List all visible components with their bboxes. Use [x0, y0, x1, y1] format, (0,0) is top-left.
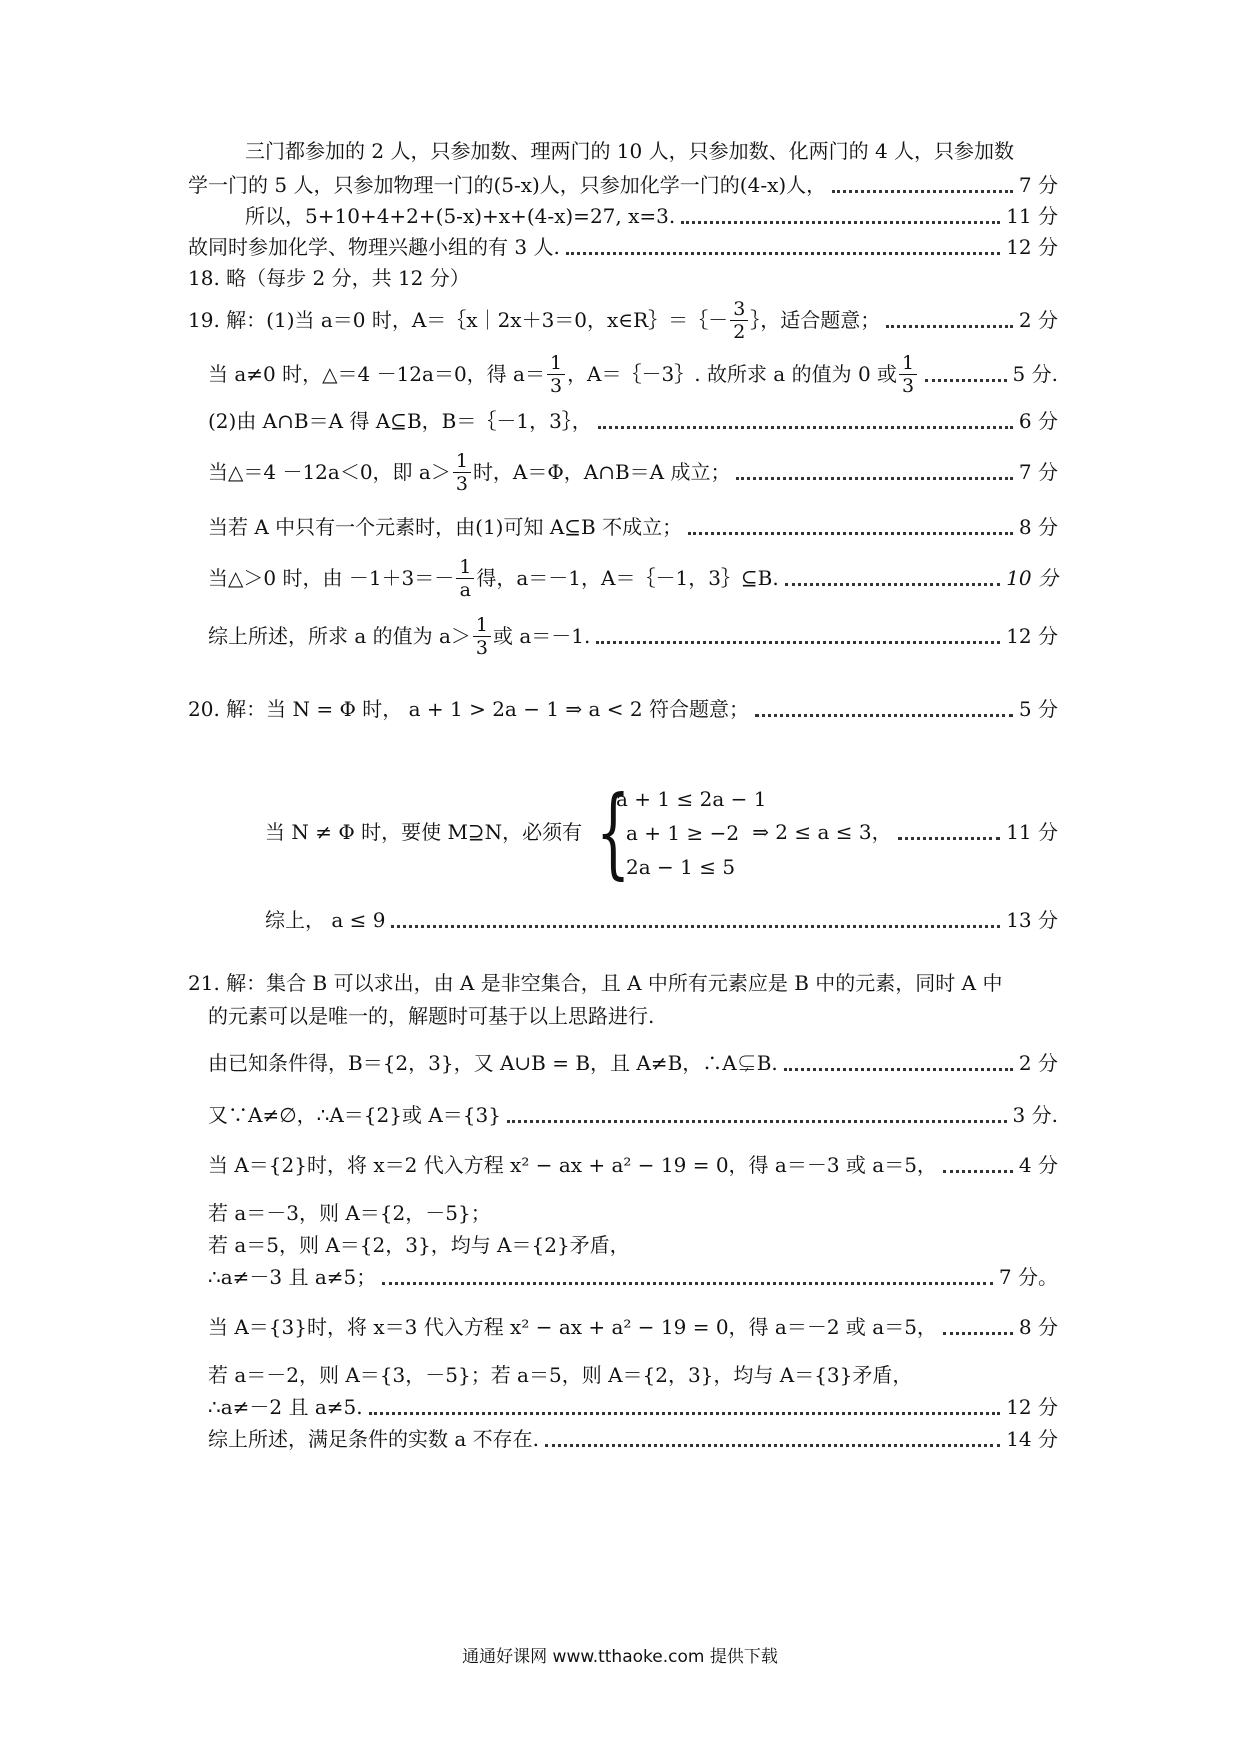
score-label: 8 分 [1018, 1315, 1058, 1339]
leader-dots [784, 1068, 1013, 1071]
score-label: 5 分. [1012, 362, 1058, 386]
page-footer: 通通好课网 www.tthaoke.com 提供下载 [462, 1647, 778, 1667]
system-row: a + 1 ≥ −2 [626, 821, 740, 845]
leader-dots [598, 426, 1013, 429]
text-line-with-score: ∴a≠－3 且 a≠5； 7 分。 [208, 1265, 1058, 1289]
score-label: 7 分。 [998, 1265, 1058, 1289]
score-label: 12 分 [1006, 1395, 1058, 1419]
score-label: 5 分 [1018, 697, 1058, 721]
leader-dots [507, 1120, 1007, 1123]
system-row: a + 1 ≤ 2a − 1 [616, 787, 767, 811]
leader-dots [943, 1170, 1013, 1173]
score-label: 12 分 [1006, 624, 1058, 648]
inequality-system [596, 778, 776, 888]
text-line-with-score: 学一门的 5 人，只参加物理一门的(5-x)人，只参加化学一门的(4-x)人， 7 分 [188, 173, 1058, 197]
text-line-with-score: 综上， a ≤ 9 13 分 [265, 908, 1058, 932]
text-line-with-score: ∴a≠－2 且 a≠5. 12 分 [208, 1395, 1058, 1419]
problem-19-line: 19. 解：(1)当 a＝0 时，A＝｛x｜2x＋3＝0，x∈R｝＝｛－ $\frac{3}{2}$ ｝，适合题意； 2 分 [188, 297, 1058, 343]
text-line-with-score: 综上所述，所求 a 的值为 a＞ $\frac{1}{3}$ 或 a＝－1. 12 分 [208, 613, 1058, 659]
leader-dots [785, 583, 1000, 586]
text-line-with-score: 当若 A 中只有一个元素时，由(1)可知 A⊆B 不成立； 8 分 [208, 515, 1058, 539]
score-label: 11 分 [1006, 820, 1058, 844]
text-line-with-score: 当 A＝{2}时，将 x＝2 代入方程 x² − ax + a² − 19 = 0，得 a＝－3 或 a＝5， 4 分 [208, 1153, 1058, 1177]
text-line-with-score: 当 N ≠ Φ 时，要使 M⊇N，必须有 ⇒ 2 ≤ a ≤ 3， 11 分 [265, 820, 1058, 844]
text-line-with-score: (2)由 A∩B＝A 得 A⊆B，B＝｛－1，3｝， 6 分 [208, 409, 1058, 433]
leader-dots [596, 641, 1000, 644]
leader-dots [943, 1332, 1013, 1335]
score-label: 8 分 [1018, 515, 1058, 539]
text-line: 18. 略（每步 2 分，共 12 分） [188, 266, 470, 290]
leader-dots [688, 532, 1013, 535]
left-brace: { [596, 776, 631, 890]
leader-dots [369, 1412, 1001, 1415]
score-label: 13 分 [1006, 908, 1058, 932]
score-label: 14 分 [1006, 1427, 1058, 1451]
text-line: 若 a＝－3，则 A＝{2，－5}； [208, 1201, 491, 1225]
text-line: 三门都参加的 2 人，只参加数、理两门的 10 人，只参加数、化两门的 4 人，只参加数 [245, 139, 1015, 163]
leader-dots [391, 925, 1000, 928]
text-line-with-score: 由已知条件得，B＝{2，3}，又 A∪B = B，且 A≠B，∴A⊊B. 2 分 [208, 1051, 1058, 1075]
score-label: 7 分 [1018, 460, 1058, 484]
problem-21-line: 21. 解：集合 B 可以求出，由 A 是非空集合，且 A 中所有元素应是 B 中的元素，同时 A 中 [188, 971, 1003, 995]
leader-dots [886, 325, 1013, 328]
text-line-with-score: 当 a≠0 时，△＝4 －12a＝0，得 a＝ $\frac{1}{3}$ ，A＝｛－3｝. 故所求 a 的值为 0 或 $\frac{1}{3}$ 5 分. [208, 351, 1058, 397]
text-line-with-score: 当△＝4 －12a＜0，即 a＞ $\frac{1}{3}$ 时，A＝Φ，A∩B＝A 成立； 7 分 [208, 449, 1058, 495]
leader-dots [832, 190, 1013, 193]
problem-20-line: 20. 解：当 N = Φ 时， a + 1 > 2a − 1 ⇒ a < 2 符合题意； 5 分 [188, 697, 1058, 721]
fraction: $\frac{1}{3}$ [473, 614, 491, 659]
text-line: 若 a＝－2，则 A＝{3，－5}；若 a＝5，则 A＝{2，3}，均与 A＝{3}矛盾， [208, 1363, 913, 1387]
score-label: 6 分 [1018, 409, 1058, 433]
fraction: $\frac{3}{2}$ [730, 298, 748, 343]
leader-dots [925, 379, 1006, 382]
leader-dots [755, 714, 1013, 717]
score-label: 3 分. [1012, 1103, 1058, 1127]
fraction: $\frac{1}{3}$ [547, 352, 565, 397]
score-label: 10 分 [1006, 566, 1058, 590]
score-label: 2 分 [1018, 1051, 1058, 1075]
score-label: 4 分 [1018, 1153, 1058, 1177]
score-label: 7 分 [1018, 173, 1058, 197]
fraction: $\frac{1}{a}$ [456, 556, 474, 601]
score-label: 12 分 [1006, 235, 1058, 259]
leader-dots [382, 1282, 993, 1285]
fraction: $\frac{1}{3}$ [899, 352, 917, 397]
score-label: 2 分 [1018, 308, 1058, 332]
leader-dots [736, 477, 1012, 480]
score-label: 11 分 [1006, 204, 1058, 228]
text-line-with-score: 又∵A≠∅，∴A＝{2}或 A＝{3} 3 分. [208, 1103, 1058, 1127]
leader-dots [566, 252, 1000, 255]
text-line-with-score: 综上所述，满足条件的实数 a 不存在. 14 分 [208, 1427, 1058, 1451]
text-line-with-score: 故同时参加化学、物理兴趣小组的有 3 人. 12 分 [188, 235, 1058, 259]
text-line-with-score: 所以，5+10+4+2+(5-x)+x+(4-x)=27, x=3. 11 分 [245, 204, 1058, 228]
fraction: $\frac{1}{3}$ [453, 450, 471, 495]
leader-dots [545, 1444, 1000, 1447]
leader-dots [898, 837, 1001, 840]
text-line-with-score: 当 A＝{3}时，将 x＝3 代入方程 x² − ax + a² − 19 = 0，得 a＝－2 或 a＝5， 8 分 [208, 1315, 1058, 1339]
text-line: 的元素可以是唯一的，解题时可基于以上思路进行. [208, 1004, 655, 1028]
text-line-with-score: 当△＞0 时，由 －1＋3＝－ $\frac{1}{a}$ 得，a＝－1，A＝｛－1，3｝⊆B. 10 分 [208, 555, 1058, 601]
text-line: 若 a＝5，则 A＝{2，3}，均与 A＝{2}矛盾， [208, 1233, 630, 1257]
leader-dots [681, 221, 1000, 224]
system-row: 2a − 1 ≤ 5 [626, 855, 736, 879]
